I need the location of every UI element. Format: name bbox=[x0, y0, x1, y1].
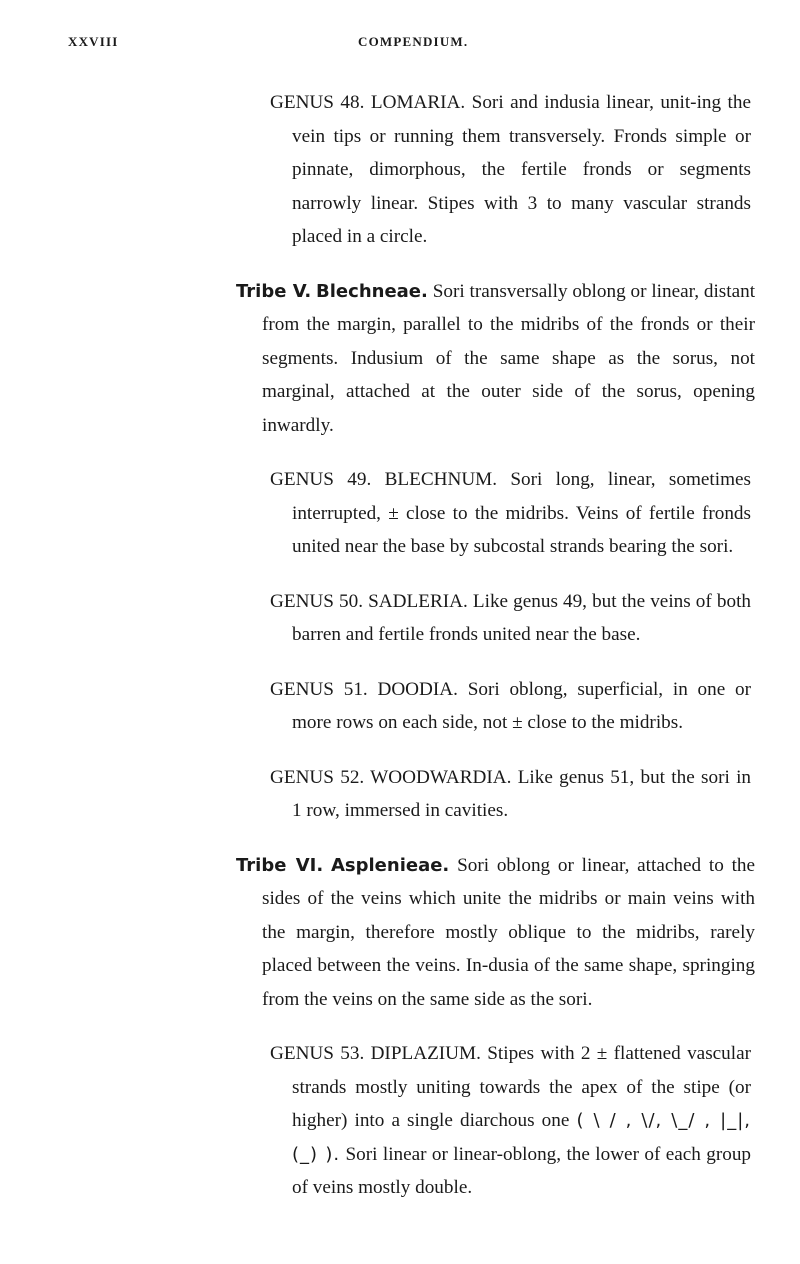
page-header bbox=[68, 34, 720, 54]
tribe-6-entry bbox=[236, 849, 755, 1017]
genus-51-label: GENUS 51. DOODIA. bbox=[270, 678, 458, 700]
tribe-6-label: Tribe VI. bbox=[236, 854, 324, 876]
genus-49-text: Sori long, linear, sometimes interrupted, ± close to the midribs. Veins of fertile fronds united near the base by subcostal strands bearing the sori. bbox=[292, 469, 751, 557]
genus-50-text: Like genus 49, but the veins of both barren and fertile fronds united near the base. bbox=[292, 590, 751, 645]
genus-48-text: Sori and indusia linear, unit-ing the vein tips or running them transversely. Fronds simple or pinnate, dimorphous, the fertile fronds or segments narrowly linear. Stipes with 3 to many vascular strands placed in a circle. bbox=[292, 92, 751, 247]
tribe-5-entry bbox=[236, 275, 755, 443]
genus-51-entry bbox=[270, 673, 751, 740]
genus-51-text: Sori oblong, superficial, in one or more rows on each side, not ± close to the midribs. bbox=[292, 678, 752, 733]
genus-50-entry bbox=[270, 585, 751, 652]
genus-53-label: GENUS 53. DIPLAZIUM. bbox=[270, 1043, 481, 1064]
genus-52-entry bbox=[270, 761, 751, 828]
tribe-6-text: Sori oblong or linear, attached to the sides of the veins which unite the midribs or main veins with the margin, therefore mostly oblique to the midribs, rarely placed between the veins. In-dusia of the same shape, springing from the veins on the same side as the sori. bbox=[262, 854, 756, 1010]
tribe-6-name: Asplenieae. bbox=[330, 854, 450, 876]
running-title: COMPENDIUM. bbox=[358, 34, 469, 49]
genus-49-entry bbox=[270, 463, 751, 564]
genus-53-text-after: Sori linear or linear-oblong, the lower of each group of veins mostly double. bbox=[292, 1143, 752, 1198]
tribe-5-label: Tribe V. bbox=[236, 280, 312, 302]
stipe-strand-diagram-glyphs: ( \ / , \/, \_/ , |_|, (_) ). bbox=[292, 1110, 752, 1165]
genus-48-label: GENUS 48. LOMARIA. bbox=[270, 92, 466, 113]
genus-49-label: GENUS 49. BLECHNUM. bbox=[270, 469, 498, 490]
genus-50-label: GENUS 50. SADLERIA. bbox=[270, 590, 468, 612]
genus-52-label: GENUS 52. WOODWARDIA. bbox=[270, 766, 512, 788]
tribe-5-name: Blechneae. bbox=[316, 280, 428, 302]
page-body bbox=[0, 86, 800, 1226]
genus-52-text: Like genus 51, but the sori in 1 row, immersed in cavities. bbox=[292, 766, 752, 821]
genus-53-entry bbox=[270, 1037, 751, 1205]
page-number: XXVIII bbox=[68, 34, 119, 49]
genus-48-entry bbox=[270, 86, 751, 254]
genus-53-text-before: Stipes with 2 ± flattened vascular strands mostly uniting towards the apex of the stipe (or higher) into a single diarchous one bbox=[292, 1043, 752, 1131]
tribe-5-text: Sori transversally oblong or linear, distant from the margin, parallel to the midribs of the fronds or their segments. Indusium of the same shape as the sorus, not marginal, attached at the outer side of the sorus, opening inwardly. bbox=[262, 280, 756, 436]
